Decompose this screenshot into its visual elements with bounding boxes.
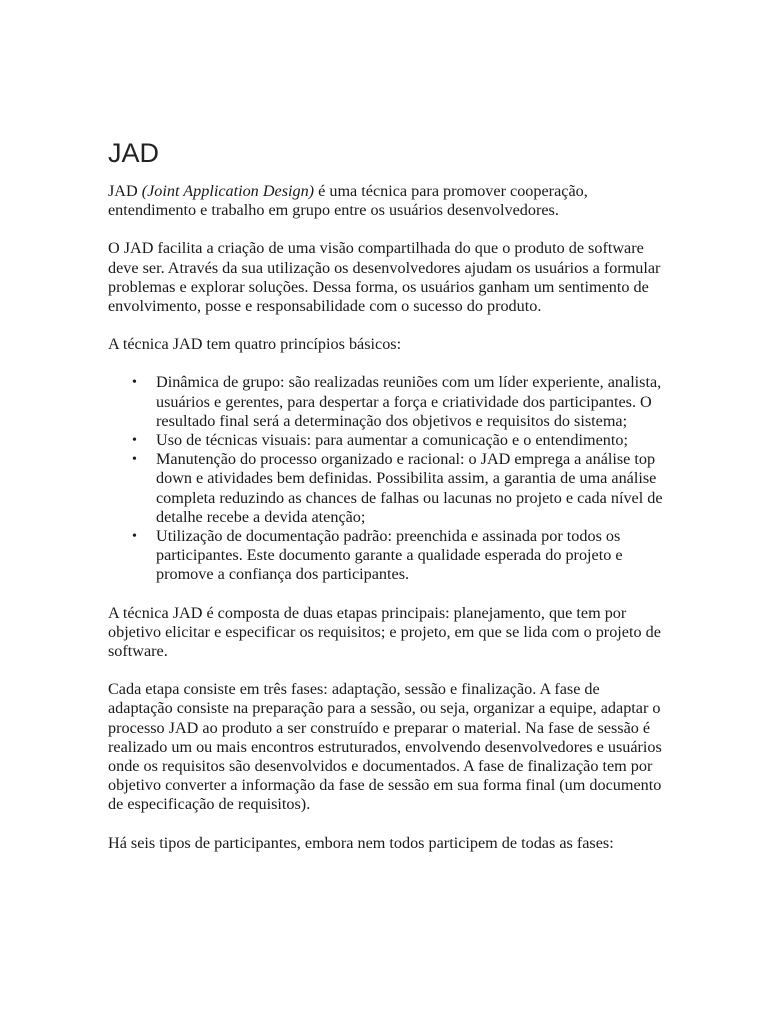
principles-list: [108, 373, 668, 584]
bullet-icon: •: [132, 375, 137, 391]
paragraph-phases: Cada etapa consiste em três fases: adaptação, sessão e finalização. A fase de adaptação consiste na preparação para a sessão, ou seja, organizar a equipe, adaptar o processo JAD ao produto a ser construído e preparar o material. Na fase de sessão é realizado um ou mais encontros estruturados, envolvendo desenvolvedores e usuários onde os requisitos são desenvolvidos e documentados. A fase de finalização tem por objetivo converter a informação da fase de sessão em sua forma final (um documento de especificação de requisitos).: [108, 680, 662, 814]
bullet-icon: •: [132, 529, 137, 545]
list-item: [132, 431, 668, 450]
list-item: [132, 527, 668, 585]
paragraph-stages: A técnica JAD é composta de duas etapas principais: planejamento, que tem por objetivo elicitar e especificar os requisitos; e projeto, em que se lida com o projeto de software.: [108, 603, 661, 661]
paragraph-principles-intro: A técnica JAD tem quatro princípios básicos:: [108, 335, 402, 354]
list-item: [132, 373, 668, 431]
bullet-icon: •: [132, 433, 137, 449]
paragraph-shared-vision: O JAD facilita a criação de uma visão compartilhada do que o produto de software deve ser. Através da sua utilização os desenvolvedores ajudam os usuários a formular problemas e explorar soluções. Dessa forma, os usuários ganham um sentimento de envolvimento, posse e responsabilidade com o sucesso do produto.: [108, 239, 661, 316]
intro-paragraph: [108, 182, 668, 220]
list-item: [132, 450, 668, 527]
list-item-text: Dinâmica de grupo: são realizadas reuniões com um líder experiente, analista, usuários e gerentes, para despertar a força e criatividade dos participantes. O resultado final será a determinação dos objetivos e requisitos do sistema;: [156, 373, 662, 430]
list-item-text: Uso de técnicas visuais: para aumentar a comunicação e o entendimento;: [156, 431, 628, 450]
list-item-text: Utilização de documentação padrão: preenchida e assinada por todos os participantes. Este documento garante a qualidade esperada do projeto e promove a confiança dos participantes.: [156, 527, 623, 584]
document-body: [108, 182, 668, 872]
paragraph-participants: Há seis tipos de participantes, embora nem todos participem de todas as fases:: [108, 833, 614, 852]
intro-after: é uma técnica para promover cooperação, entendimento e trabalho em grupo entre os usuários desenvolvedores.: [108, 182, 588, 220]
intro-before: JAD: [108, 182, 142, 200]
list-item-text: Manutenção do processo organizado e racional: o JAD emprega a análise top down e atividades bem definidas. Possibilita assim, a garantia de uma análise completa reduzindo as chances de falhas ou lacunas no projeto e cada nível de detalhe recebe a devida atenção;: [156, 450, 663, 526]
document-title: JAD: [108, 138, 160, 168]
bullet-icon: •: [132, 452, 137, 468]
intro-emphasis: (Joint Application Design): [141, 182, 315, 200]
